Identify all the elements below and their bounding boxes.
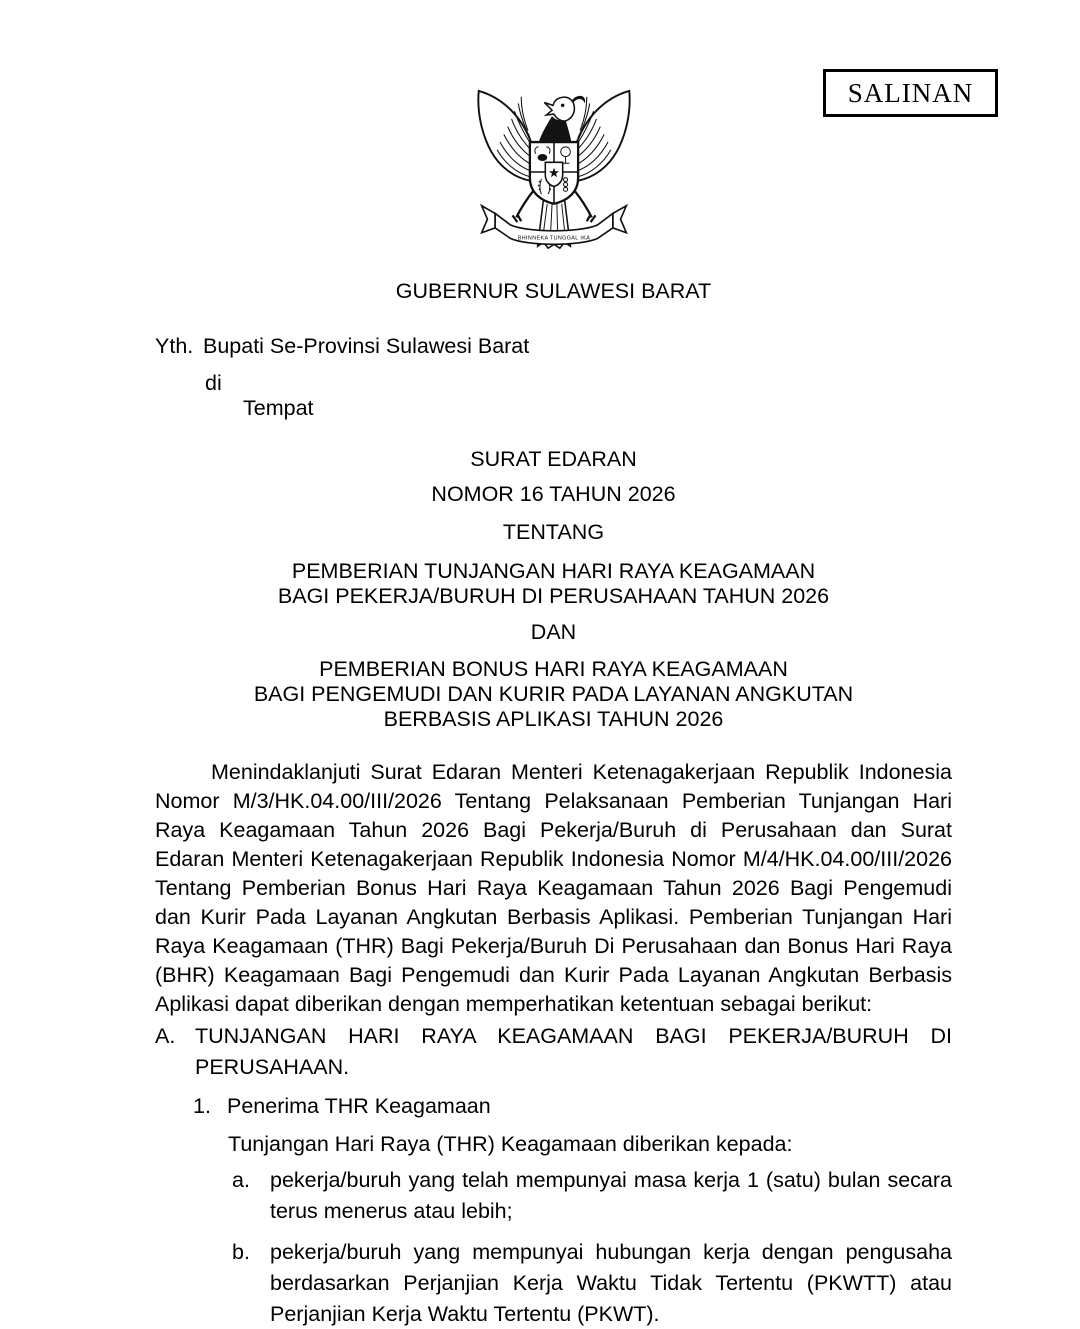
doc-title-conjunction: DAN [530, 620, 577, 644]
section-a-title: TUNJANGAN HARI RAYA KEAGAMAAN BAGI PEKERJA/BURUH DI PERUSAHAAN. [195, 1024, 952, 1079]
garuda-pancasila-icon [155, 84, 952, 264]
doc-title-1-line-2: BAGI PEKERJA/BURUH DI PERUSAHAAN TAHUN 2026 [277, 584, 830, 608]
intro-paragraph: Menindaklanjuti Surat Edaran Menteri Ketenagakerjaan Republik Indonesia Nomor M/3/HK.04.00/III/2026 Tentang Pelaksanaan Pemberian Tunjangan Hari Raya Keagamaan Tahun 2026 Bagi Pekerja/Buruh di Perusahaan dan Surat Edaran Menteri Ketenagakerjaan Republik Indonesia Nomor M/4/HK.04.00/III/2026 Tentang Pemberian Bonus Hari Raya Keagamaan Tahun 2026 Bagi Pengemudi dan Kurir Pada Layanan Angkutan Berbasis Aplikasi. Pemberian Tunjangan Hari Raya Keagamaan (THR) Bagi Pekerja/Buruh Di Perusahaan dan Bonus Hari Raya (BHR) Keagamaan Bagi Pengemudi dan Kurir Pada Layanan Angkutan Berbasis Aplikasi dapat diberikan dengan memperhatikan ketentuan sebagai berikut: [155, 760, 952, 1016]
addressee-place: Tempat [243, 396, 314, 420]
item-1 [193, 1091, 952, 1122]
doc-title-2-line-2: BAGI PENGEMUDI DAN KURIR PADA LAYANAN ANGKUTAN [253, 682, 854, 706]
doc-title-2-line-1: PEMBERIAN BONUS HARI RAYA KEAGAMAAN [319, 657, 788, 681]
salinan-label: SALINAN [847, 77, 974, 108]
sub-item-b [232, 1237, 952, 1329]
doc-title-1 [155, 559, 952, 609]
doc-title-1-line-1: PEMBERIAN TUNJANGAN HARI RAYA KEAGAMAAN [291, 559, 816, 583]
addressee-di: di [205, 371, 222, 395]
item-1-intro: Tunjangan Hari Raya (THR) Keagamaan diberikan kepada: [228, 1132, 793, 1156]
sub-item-b-text: pekerja/buruh yang mempunyai hubungan kerja dengan pengusaha berdasarkan Perjanjian Kerja Waktu Tidak Tertentu (PKWTT) atau Perjanjian Kerja Waktu Tertentu (PKWT). [270, 1240, 952, 1326]
doc-title-2 [155, 657, 952, 732]
addressee-line [155, 334, 952, 359]
item-1-title: Penerima THR Keagamaan [227, 1094, 491, 1118]
sub-item-a [232, 1165, 952, 1227]
addressee-block [155, 334, 952, 421]
doc-type: SURAT EDARAN [470, 447, 637, 471]
doc-title-2-line-3: BERBASIS APLIKASI TAHUN 2026 [383, 707, 724, 731]
doc-about-label: TENTANG [502, 520, 605, 544]
addressee-recipient: Bupati Se-Provinsi Sulawesi Barat [203, 334, 530, 358]
emblem-motto-text: BHINNEKA TUNGGAL IKA [517, 235, 590, 242]
sub-item-a-marker: a. [232, 1168, 250, 1192]
item-1-marker: 1. [193, 1094, 211, 1118]
sub-item-a-text: pekerja/buruh yang telah mempunyai masa kerja 1 (satu) bulan secara terus menerus atau lebih; [270, 1168, 952, 1223]
sub-item-b-marker: b. [232, 1240, 250, 1264]
document-heading [155, 447, 952, 732]
section-a-marker: A. [155, 1024, 176, 1048]
letterhead-title: GUBERNUR SULAWESI BARAT [395, 279, 712, 303]
doc-number: NOMOR 16 TAHUN 2026 [431, 482, 676, 506]
addressee-salutation: Yth. [155, 334, 194, 358]
document-content [155, 0, 952, 1329]
section-a [155, 1021, 952, 1083]
